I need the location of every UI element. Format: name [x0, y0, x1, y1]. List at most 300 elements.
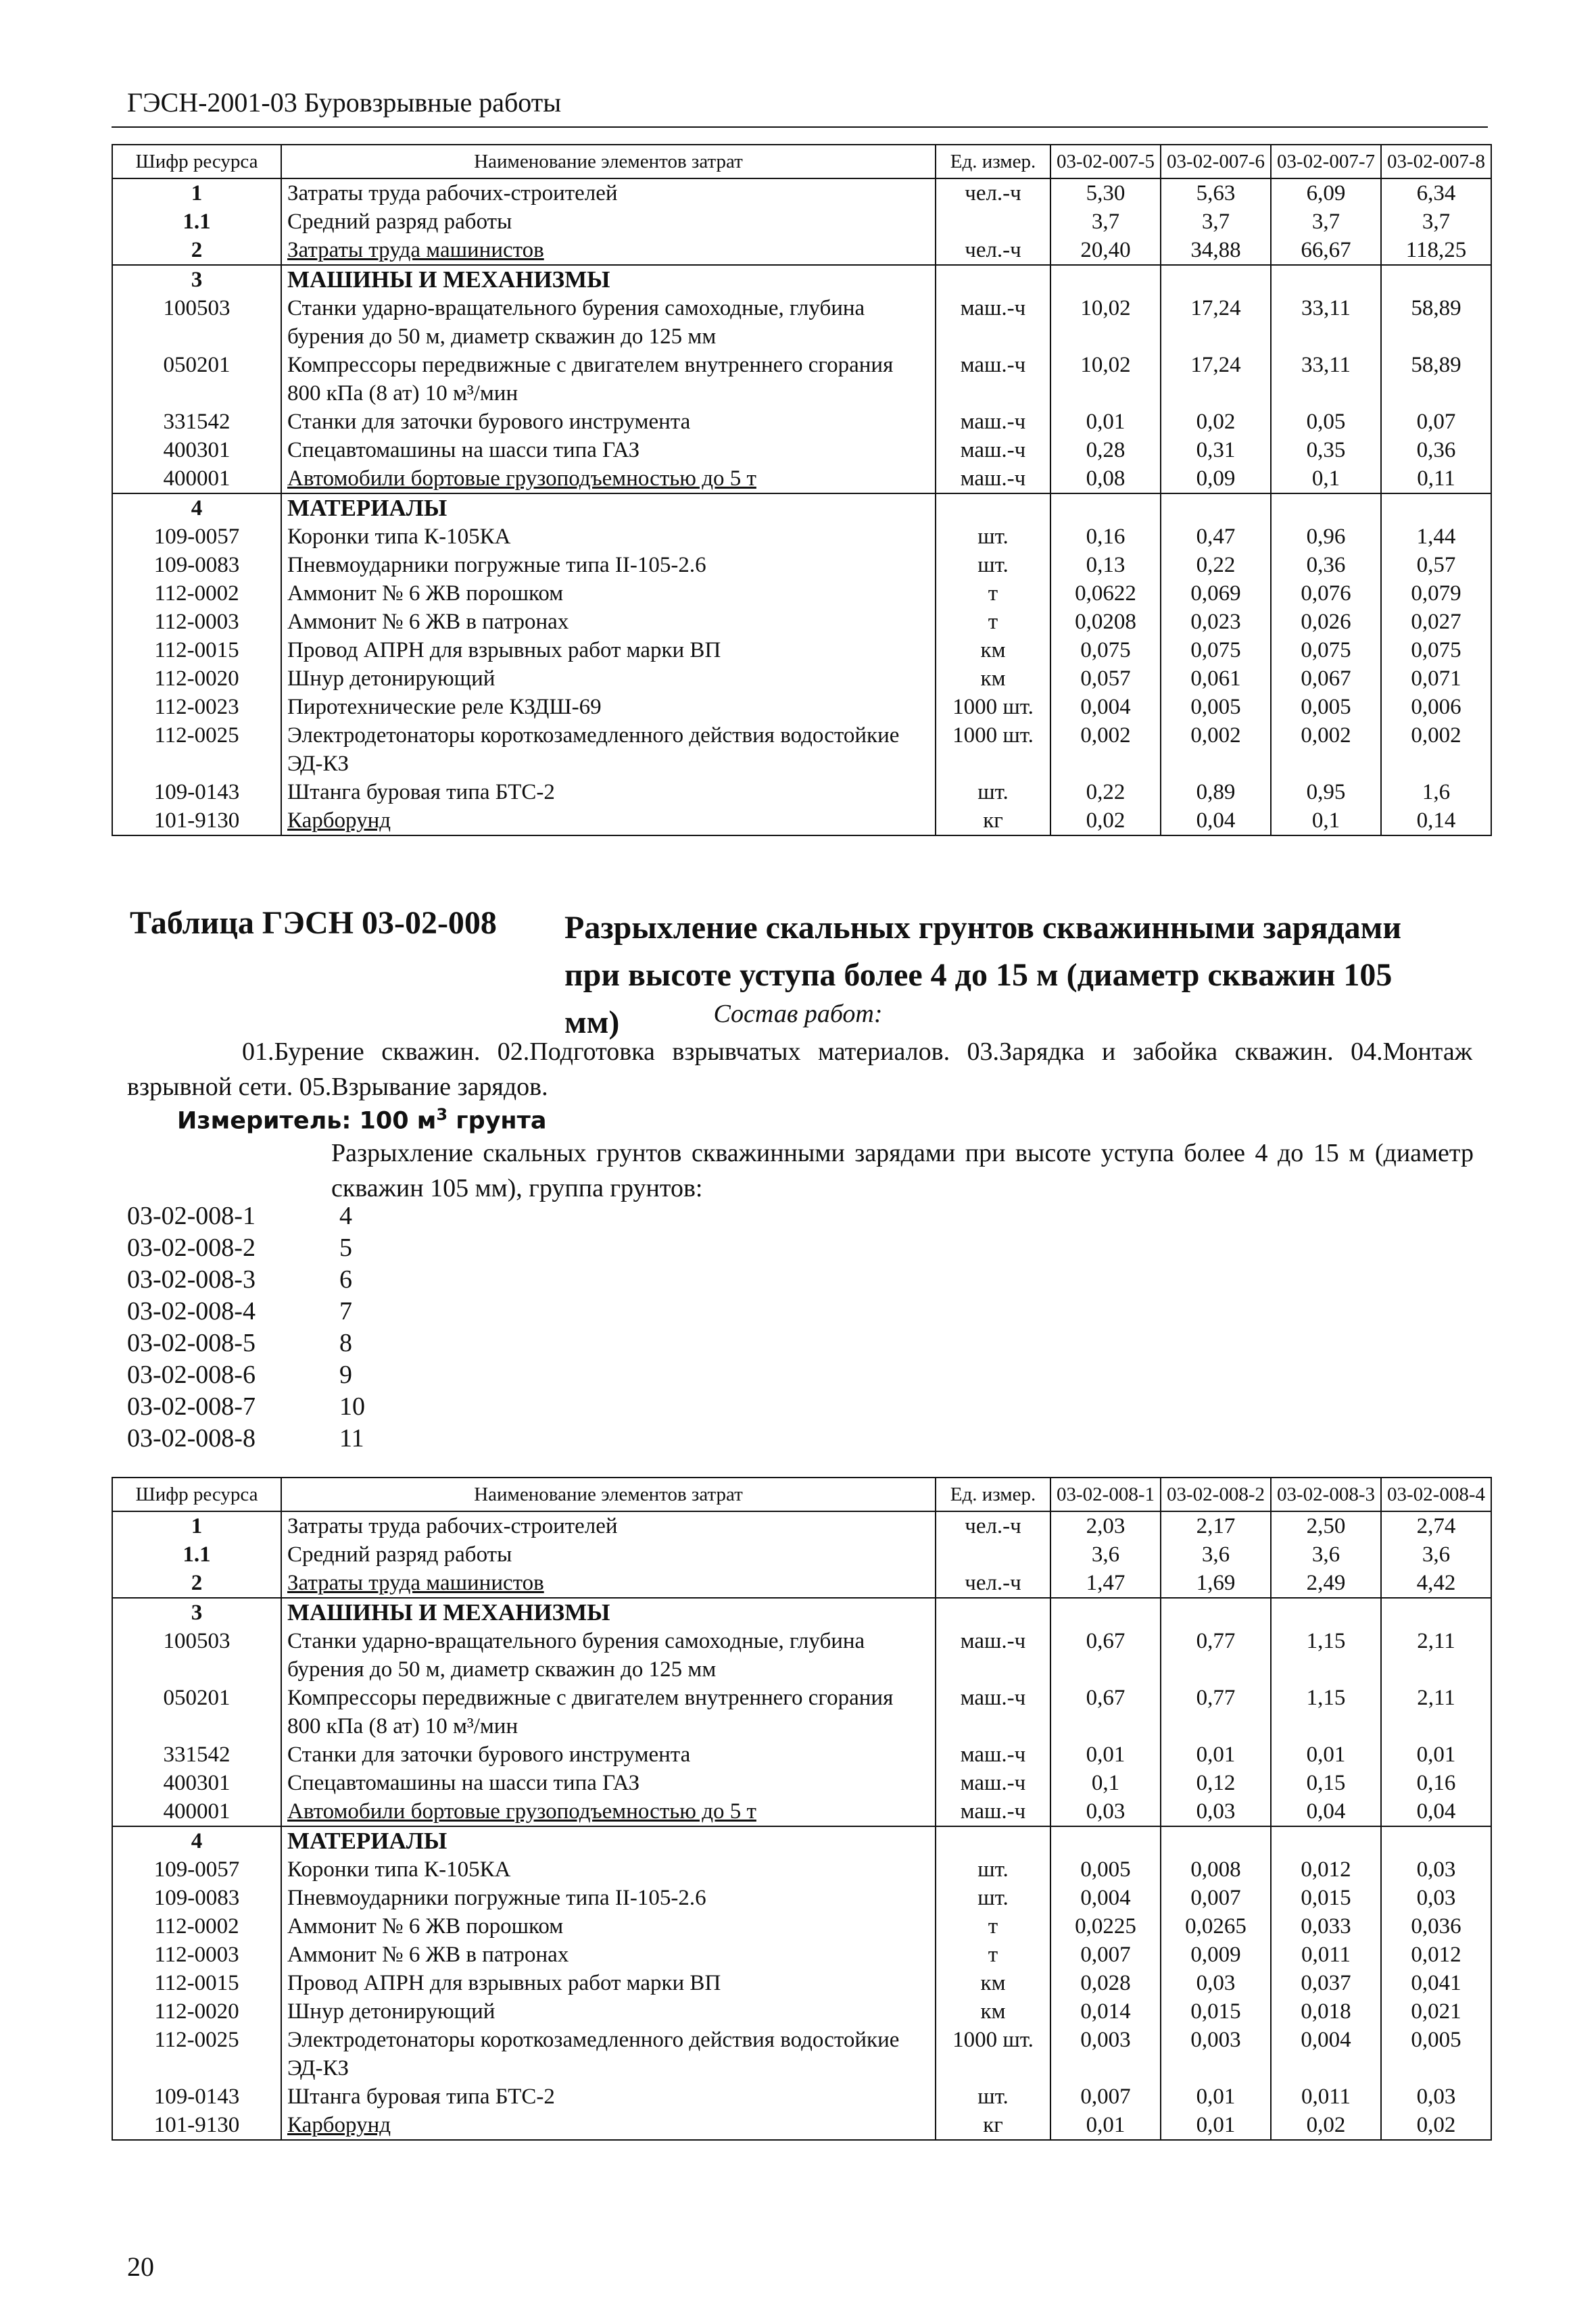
resource-value: 0,36 — [1271, 551, 1381, 579]
table-row — [112, 464, 1491, 493]
table-row — [112, 778, 1491, 806]
resource-unit: км — [936, 664, 1050, 693]
norm-code: 03-02-008-7 — [127, 1392, 256, 1421]
resource-name: Карборунд — [281, 2111, 936, 2140]
section-heading-row — [112, 493, 1491, 522]
table-row — [112, 208, 1491, 236]
resource-code: 4 — [112, 493, 281, 522]
resource-unit: маш.-ч — [936, 351, 1050, 408]
header-row — [112, 1478, 1491, 1511]
resource-name: Средний разряд работы — [281, 1540, 936, 1569]
table-row — [112, 2026, 1491, 2082]
resource-value: 0,005 — [1161, 693, 1271, 721]
resource-code: 109-0083 — [112, 551, 281, 579]
resource-name: Аммонит № 6 ЖВ в патронах — [281, 608, 936, 636]
resource-unit: т — [936, 579, 1050, 608]
resource-value: 33,11 — [1271, 294, 1381, 351]
resource-value: 66,67 — [1271, 236, 1381, 265]
resource-unit: маш.-ч — [936, 436, 1050, 464]
soil-group: 7 — [339, 1297, 352, 1325]
resource-name: Аммонит № 6 ЖВ в патронах — [281, 1941, 936, 1969]
column-header-norm: 03-02-007-6 — [1161, 145, 1271, 178]
resource-name: Шнур детонирующий — [281, 664, 936, 693]
resource-code: 101-9130 — [112, 806, 281, 835]
resource-value: 0,03 — [1161, 1797, 1271, 1826]
section-heading-row — [112, 1598, 1491, 1627]
resource-value: 0,01 — [1271, 1740, 1381, 1769]
resource-value: 0,31 — [1161, 436, 1271, 464]
resource-unit: т — [936, 1941, 1050, 1969]
resource-value: 0,033 — [1271, 1912, 1381, 1941]
resource-name: Провод АПРН для взрывных работ марки ВП — [281, 636, 936, 664]
running-header: ГЭСН-2001-03 Буровзрывные работы — [127, 87, 562, 118]
resource-value: 0,36 — [1381, 436, 1491, 464]
resource-value: 0,0622 — [1050, 579, 1161, 608]
resource-value: 17,24 — [1161, 294, 1271, 351]
resource-value: 0,069 — [1161, 579, 1271, 608]
resource-value: 0,08 — [1050, 464, 1161, 493]
resource-unit: 1000 шт. — [936, 2026, 1050, 2082]
resource-code: 400001 — [112, 464, 281, 493]
norm-code: 03-02-008-2 — [127, 1234, 256, 1262]
resource-code: 331542 — [112, 408, 281, 436]
resource-value: 3,6 — [1050, 1540, 1161, 1569]
resource-unit — [936, 493, 1050, 522]
resource-code: 400301 — [112, 436, 281, 464]
resource-unit: маш.-ч — [936, 464, 1050, 493]
header-row — [112, 145, 1491, 178]
resource-value: 0,006 — [1381, 693, 1491, 721]
table-row — [112, 1769, 1491, 1797]
resource-value: 20,40 — [1050, 236, 1161, 265]
code-list-row — [127, 1296, 365, 1327]
resource-code: 112-0020 — [112, 1997, 281, 2026]
resource-unit: чел.-ч — [936, 236, 1050, 265]
resource-value: 0,01 — [1050, 2111, 1161, 2140]
resource-value: 0,004 — [1050, 693, 1161, 721]
norm-code: 03-02-008-8 — [127, 1424, 256, 1453]
norm-code: 03-02-008-6 — [127, 1361, 256, 1389]
code-list-row — [127, 1327, 365, 1359]
table-row — [112, 721, 1491, 778]
resource-name: Аммонит № 6 ЖВ порошком — [281, 579, 936, 608]
section-heading-row — [112, 1826, 1491, 1855]
resource-unit: кг — [936, 806, 1050, 835]
resource-unit — [936, 1826, 1050, 1855]
section-heading-row — [112, 265, 1491, 294]
resource-code: 112-0023 — [112, 693, 281, 721]
resource-unit — [936, 1540, 1050, 1569]
table-row — [112, 608, 1491, 636]
resource-value: 0,96 — [1271, 522, 1381, 551]
resource-value: 5,63 — [1161, 178, 1271, 208]
resource-name: Пиротехнические реле КЗДШ-69 — [281, 693, 936, 721]
resource-value: 4,42 — [1381, 1569, 1491, 1598]
resource-name: Средний разряд работы — [281, 208, 936, 236]
table-row — [112, 178, 1491, 208]
resource-value — [1050, 493, 1161, 522]
resource-value: 0,023 — [1161, 608, 1271, 636]
header-rule — [112, 126, 1488, 128]
table-row — [112, 1855, 1491, 1884]
resource-value: 0,14 — [1381, 806, 1491, 835]
resource-code: 112-0015 — [112, 1969, 281, 1997]
resource-value: 2,11 — [1381, 1627, 1491, 1684]
column-header-unit: Ед. измер. — [936, 145, 1050, 178]
norm-code: 03-02-008-1 — [127, 1202, 256, 1230]
resource-unit: чел.-ч — [936, 1569, 1050, 1598]
resource-unit: т — [936, 1912, 1050, 1941]
resource-code: 112-0003 — [112, 608, 281, 636]
resource-unit — [936, 265, 1050, 294]
resource-value: 0,075 — [1271, 636, 1381, 664]
table-row — [112, 551, 1491, 579]
table-row — [112, 1797, 1491, 1826]
resource-value — [1381, 493, 1491, 522]
resource-code: 1 — [112, 1511, 281, 1540]
resource-value — [1271, 1826, 1381, 1855]
measure-sup: 3 — [436, 1105, 448, 1124]
table-row — [112, 1969, 1491, 1997]
resource-code: 2 — [112, 236, 281, 265]
resource-unit: км — [936, 1997, 1050, 2026]
resource-value: 0,22 — [1161, 551, 1271, 579]
resource-name: МАШИНЫ И МЕХАНИЗМЫ — [281, 1598, 936, 1627]
resource-unit: шт. — [936, 522, 1050, 551]
page-number: 20 — [127, 2251, 154, 2282]
resource-code: 109-0057 — [112, 522, 281, 551]
table-row — [112, 693, 1491, 721]
resource-value: 6,09 — [1271, 178, 1381, 208]
resource-value: 0,57 — [1381, 551, 1491, 579]
soil-group: 10 — [339, 1392, 365, 1421]
column-header-norm: 03-02-007-7 — [1271, 145, 1381, 178]
resource-value: 0,011 — [1271, 2082, 1381, 2111]
resource-unit: км — [936, 1969, 1050, 1997]
resource-value: 0,002 — [1161, 721, 1271, 778]
table-caption: Разрыхление скальных грунтов скважинными зарядами при высоте уступа более 4 до 15 м (диаметр скважин 105 мм) — [564, 910, 1401, 1040]
resource-value: 0,35 — [1271, 436, 1381, 464]
resource-name: Затраты труда рабочих-строителей — [281, 178, 936, 208]
resource-value: 0,1 — [1271, 806, 1381, 835]
column-header-norm: 03-02-008-2 — [1161, 1478, 1271, 1511]
resource-code: 050201 — [112, 351, 281, 408]
resource-value — [1050, 1598, 1161, 1627]
resource-value: 0,07 — [1381, 408, 1491, 436]
resource-value: 0,011 — [1271, 1941, 1381, 1969]
resource-value: 0,01 — [1050, 408, 1161, 436]
resource-value: 0,037 — [1271, 1969, 1381, 1997]
resource-code: 112-0003 — [112, 1941, 281, 1969]
resource-unit: кг — [936, 2111, 1050, 2140]
resource-value — [1381, 1826, 1491, 1855]
table-row — [112, 436, 1491, 464]
resource-value: 1,6 — [1381, 778, 1491, 806]
resource-value: 1,69 — [1161, 1569, 1271, 1598]
resource-value — [1050, 265, 1161, 294]
resource-value: 0,079 — [1381, 579, 1491, 608]
resource-value: 0,067 — [1271, 664, 1381, 693]
resource-value: 0,04 — [1271, 1797, 1381, 1826]
column-header-unit: Ед. измер. — [936, 1478, 1050, 1511]
resource-unit: шт. — [936, 551, 1050, 579]
resource-value: 0,03 — [1381, 1884, 1491, 1912]
resource-code: 100503 — [112, 1627, 281, 1684]
column-header-norm: 03-02-008-3 — [1271, 1478, 1381, 1511]
resource-unit: маш.-ч — [936, 294, 1050, 351]
table-row — [112, 236, 1491, 265]
resource-value — [1271, 265, 1381, 294]
resource-value: 0,02 — [1381, 2111, 1491, 2140]
resource-unit: маш.-ч — [936, 1797, 1050, 1826]
resource-value: 17,24 — [1161, 351, 1271, 408]
resource-value: 0,1 — [1050, 1769, 1161, 1797]
resource-code: 1.1 — [112, 1540, 281, 1569]
resource-value: 0,005 — [1271, 693, 1381, 721]
resource-name: Компрессоры передвижные с двигателем внутреннего сгорания 800 кПа (8 ат) 10 м³/мин — [281, 1684, 936, 1740]
resource-value: 0,075 — [1161, 636, 1271, 664]
resource-value: 0,02 — [1271, 2111, 1381, 2140]
resource-value: 0,0225 — [1050, 1912, 1161, 1941]
resource-value: 0,012 — [1381, 1941, 1491, 1969]
table-title: Таблица ГЭСН 03-02-008 — [130, 905, 497, 941]
resource-value: 0,02 — [1161, 408, 1271, 436]
resource-value: 0,47 — [1161, 522, 1271, 551]
measure-suffix: грунта — [448, 1107, 547, 1135]
resource-value: 0,007 — [1050, 2082, 1161, 2111]
resource-value: 1,15 — [1271, 1627, 1381, 1684]
table-row — [112, 2111, 1491, 2140]
resource-code: 101-9130 — [112, 2111, 281, 2140]
resource-value: 58,89 — [1381, 351, 1491, 408]
resource-value: 0,075 — [1381, 636, 1491, 664]
table-row — [112, 1569, 1491, 1598]
resource-value: 0,01 — [1161, 1740, 1271, 1769]
resource-value: 0,77 — [1161, 1627, 1271, 1684]
resource-name: Компрессоры передвижные с двигателем внутреннего сгорания 800 кПа (8 ат) 10 м³/мин — [281, 351, 936, 408]
resource-name: Коронки типа К-105КА — [281, 1855, 936, 1884]
table-row — [112, 806, 1491, 835]
resource-value: 0,16 — [1050, 522, 1161, 551]
norm-description: Разрыхление скальных грунтов скважинными зарядами при высоте уступа более 4 до 15 м (диаметр скважин 105 мм), группа грунтов: — [331, 1139, 1474, 1202]
resource-code: 112-0002 — [112, 579, 281, 608]
resource-value: 3,7 — [1050, 208, 1161, 236]
resource-value: 0,02 — [1050, 806, 1161, 835]
resource-unit: шт. — [936, 1855, 1050, 1884]
resource-value: 33,11 — [1271, 351, 1381, 408]
resource-value: 0,007 — [1161, 1884, 1271, 1912]
resource-value: 2,11 — [1381, 1684, 1491, 1740]
resource-value: 6,34 — [1381, 178, 1491, 208]
resource-code: 2 — [112, 1569, 281, 1598]
resource-value: 0,061 — [1161, 664, 1271, 693]
resource-value: 0,0208 — [1050, 608, 1161, 636]
resource-name: МАТЕРИАЛЫ — [281, 1826, 936, 1855]
resource-unit: маш.-ч — [936, 1740, 1050, 1769]
resource-value: 0,03 — [1381, 2082, 1491, 2111]
table-row — [112, 664, 1491, 693]
resource-code: 109-0143 — [112, 2082, 281, 2111]
resource-value: 0,01 — [1161, 2082, 1271, 2111]
resource-name: Электродетонаторы короткозамедленного действия водостойкие ЭД-КЗ — [281, 2026, 936, 2082]
resource-unit: 1000 шт. — [936, 721, 1050, 778]
resource-value — [1161, 1826, 1271, 1855]
resource-value: 3,7 — [1271, 208, 1381, 236]
soil-group: 5 — [339, 1234, 352, 1262]
resource-value: 0,027 — [1381, 608, 1491, 636]
table-row — [112, 1884, 1491, 1912]
resource-unit: чел.-ч — [936, 178, 1050, 208]
norm-code: 03-02-008-5 — [127, 1329, 256, 1357]
table-row — [112, 408, 1491, 436]
resource-value: 0,002 — [1050, 721, 1161, 778]
column-header-code: Шифр ресурса — [112, 145, 281, 178]
resource-code: 109-0057 — [112, 1855, 281, 1884]
resource-name: Станки для заточки бурового инструмента — [281, 1740, 936, 1769]
resource-unit: т — [936, 608, 1050, 636]
resource-code: 1.1 — [112, 208, 281, 236]
resource-name: Штанга буровая типа БТС-2 — [281, 778, 936, 806]
resource-name: Затраты труда машинистов — [281, 1569, 936, 1598]
resource-value: 0,036 — [1381, 1912, 1491, 1941]
resource-code: 112-0025 — [112, 2026, 281, 2082]
resource-value: 0,057 — [1050, 664, 1161, 693]
resource-value — [1161, 1598, 1271, 1627]
resource-value: 3,7 — [1381, 208, 1491, 236]
code-list-row — [127, 1391, 365, 1423]
resource-value: 0,15 — [1271, 1769, 1381, 1797]
resource-value: 0,002 — [1381, 721, 1491, 778]
table-row — [112, 1740, 1491, 1769]
table-row — [112, 1627, 1491, 1684]
resource-name: Карборунд — [281, 806, 936, 835]
resource-value: 2,74 — [1381, 1511, 1491, 1540]
code-list-row — [127, 1200, 365, 1232]
resource-unit: маш.-ч — [936, 1627, 1050, 1684]
resource-value: 0,012 — [1271, 1855, 1381, 1884]
resource-code: 400301 — [112, 1769, 281, 1797]
resource-value: 3,7 — [1161, 208, 1271, 236]
resource-code: 331542 — [112, 1740, 281, 1769]
table-row — [112, 1511, 1491, 1540]
resource-value: 0,77 — [1161, 1684, 1271, 1740]
table-row — [112, 1997, 1491, 2026]
measure-prefix: Измеритель: 100 м — [177, 1107, 437, 1135]
resource-value: 0,1 — [1271, 464, 1381, 493]
resource-value — [1271, 1598, 1381, 1627]
resource-value: 5,30 — [1050, 178, 1161, 208]
resource-value: 0,071 — [1381, 664, 1491, 693]
resource-value: 0,004 — [1271, 2026, 1381, 2082]
soil-group: 6 — [339, 1265, 352, 1294]
resource-name: Спецавтомашины на шасси типа ГАЗ — [281, 436, 936, 464]
resource-value: 0,12 — [1161, 1769, 1271, 1797]
resource-value: 2,50 — [1271, 1511, 1381, 1540]
resource-value — [1050, 1826, 1161, 1855]
resource-value: 0,009 — [1161, 1941, 1271, 1969]
resource-unit: шт. — [936, 778, 1050, 806]
table-row — [112, 1912, 1491, 1941]
measure-unit — [177, 1105, 547, 1135]
code-list-row — [127, 1264, 365, 1296]
resource-table-007 — [112, 144, 1492, 836]
resource-value: 0,041 — [1381, 1969, 1491, 1997]
resource-code: 112-0002 — [112, 1912, 281, 1941]
resource-value: 0,04 — [1161, 806, 1271, 835]
resource-value: 0,076 — [1271, 579, 1381, 608]
resource-unit — [936, 1598, 1050, 1627]
resource-value: 0,014 — [1050, 1997, 1161, 2026]
table-row — [112, 1684, 1491, 1740]
resource-code: 109-0143 — [112, 778, 281, 806]
resource-name: Затраты труда рабочих-строителей — [281, 1511, 936, 1540]
resource-code: 400001 — [112, 1797, 281, 1826]
code-list-row — [127, 1423, 365, 1455]
resource-code: 4 — [112, 1826, 281, 1855]
resource-code: 112-0020 — [112, 664, 281, 693]
resource-name: Провод АПРН для взрывных работ марки ВП — [281, 1969, 936, 1997]
resource-value: 10,02 — [1050, 294, 1161, 351]
resource-value: 0,03 — [1161, 1969, 1271, 1997]
resource-value: 0,67 — [1050, 1627, 1161, 1684]
resource-unit: чел.-ч — [936, 1511, 1050, 1540]
resource-value: 1,44 — [1381, 522, 1491, 551]
column-header-name: Наименование элементов затрат — [281, 1478, 936, 1511]
resource-code: 112-0015 — [112, 636, 281, 664]
resource-value: 0,015 — [1271, 1884, 1381, 1912]
resource-value: 0,004 — [1050, 1884, 1161, 1912]
resource-code: 112-0025 — [112, 721, 281, 778]
resource-value: 0,003 — [1050, 2026, 1161, 2082]
resource-name: Штанга буровая типа БТС-2 — [281, 2082, 936, 2111]
table-row — [112, 579, 1491, 608]
composition-text: 01.Бурение скважин. 02.Подготовка взрывчатых материалов. 03.Зарядка и забойка скважин. 04.Монтаж взрывной сети. 05.Взрывание зарядов. — [127, 1038, 1472, 1101]
soil-group: 4 — [339, 1202, 352, 1230]
resource-code: 3 — [112, 1598, 281, 1627]
resource-unit: маш.-ч — [936, 1769, 1050, 1797]
resource-name: Станки ударно-вращательного бурения самоходные, глубина бурения до 50 м, диаметр скважин до 125 мм — [281, 294, 936, 351]
resource-value: 0,026 — [1271, 608, 1381, 636]
resource-value: 0,028 — [1050, 1969, 1161, 1997]
resource-name: Пневмоударники погружные типа II-105-2.6 — [281, 1884, 936, 1912]
resource-value: 3,6 — [1161, 1540, 1271, 1569]
resource-value: 0,95 — [1271, 778, 1381, 806]
resource-name: МАТЕРИАЛЫ — [281, 493, 936, 522]
resource-value: 0,01 — [1161, 2111, 1271, 2140]
resource-table-008 — [112, 1477, 1492, 2141]
resource-name: Автомобили бортовые грузоподъемностью до 5 т — [281, 1797, 936, 1826]
resource-value: 2,03 — [1050, 1511, 1161, 1540]
code-list-row — [127, 1232, 365, 1264]
resource-value: 0,09 — [1161, 464, 1271, 493]
table-row — [112, 522, 1491, 551]
column-header-norm: 03-02-008-1 — [1050, 1478, 1161, 1511]
resource-code: 100503 — [112, 294, 281, 351]
resource-name: Шнур детонирующий — [281, 1997, 936, 2026]
resource-value: 0,28 — [1050, 436, 1161, 464]
resource-value: 0,05 — [1271, 408, 1381, 436]
composition-label: Состав работ: — [713, 1000, 883, 1028]
resource-value: 2,17 — [1161, 1511, 1271, 1540]
resource-unit: км — [936, 636, 1050, 664]
resource-name: Аммонит № 6 ЖВ порошком — [281, 1912, 936, 1941]
resource-name: Коронки типа К-105КА — [281, 522, 936, 551]
resource-value: 0,03 — [1050, 1797, 1161, 1826]
table-row — [112, 1540, 1491, 1569]
resource-value: 0,015 — [1161, 1997, 1271, 2026]
resource-value: 0,01 — [1050, 1740, 1161, 1769]
resource-value — [1161, 493, 1271, 522]
